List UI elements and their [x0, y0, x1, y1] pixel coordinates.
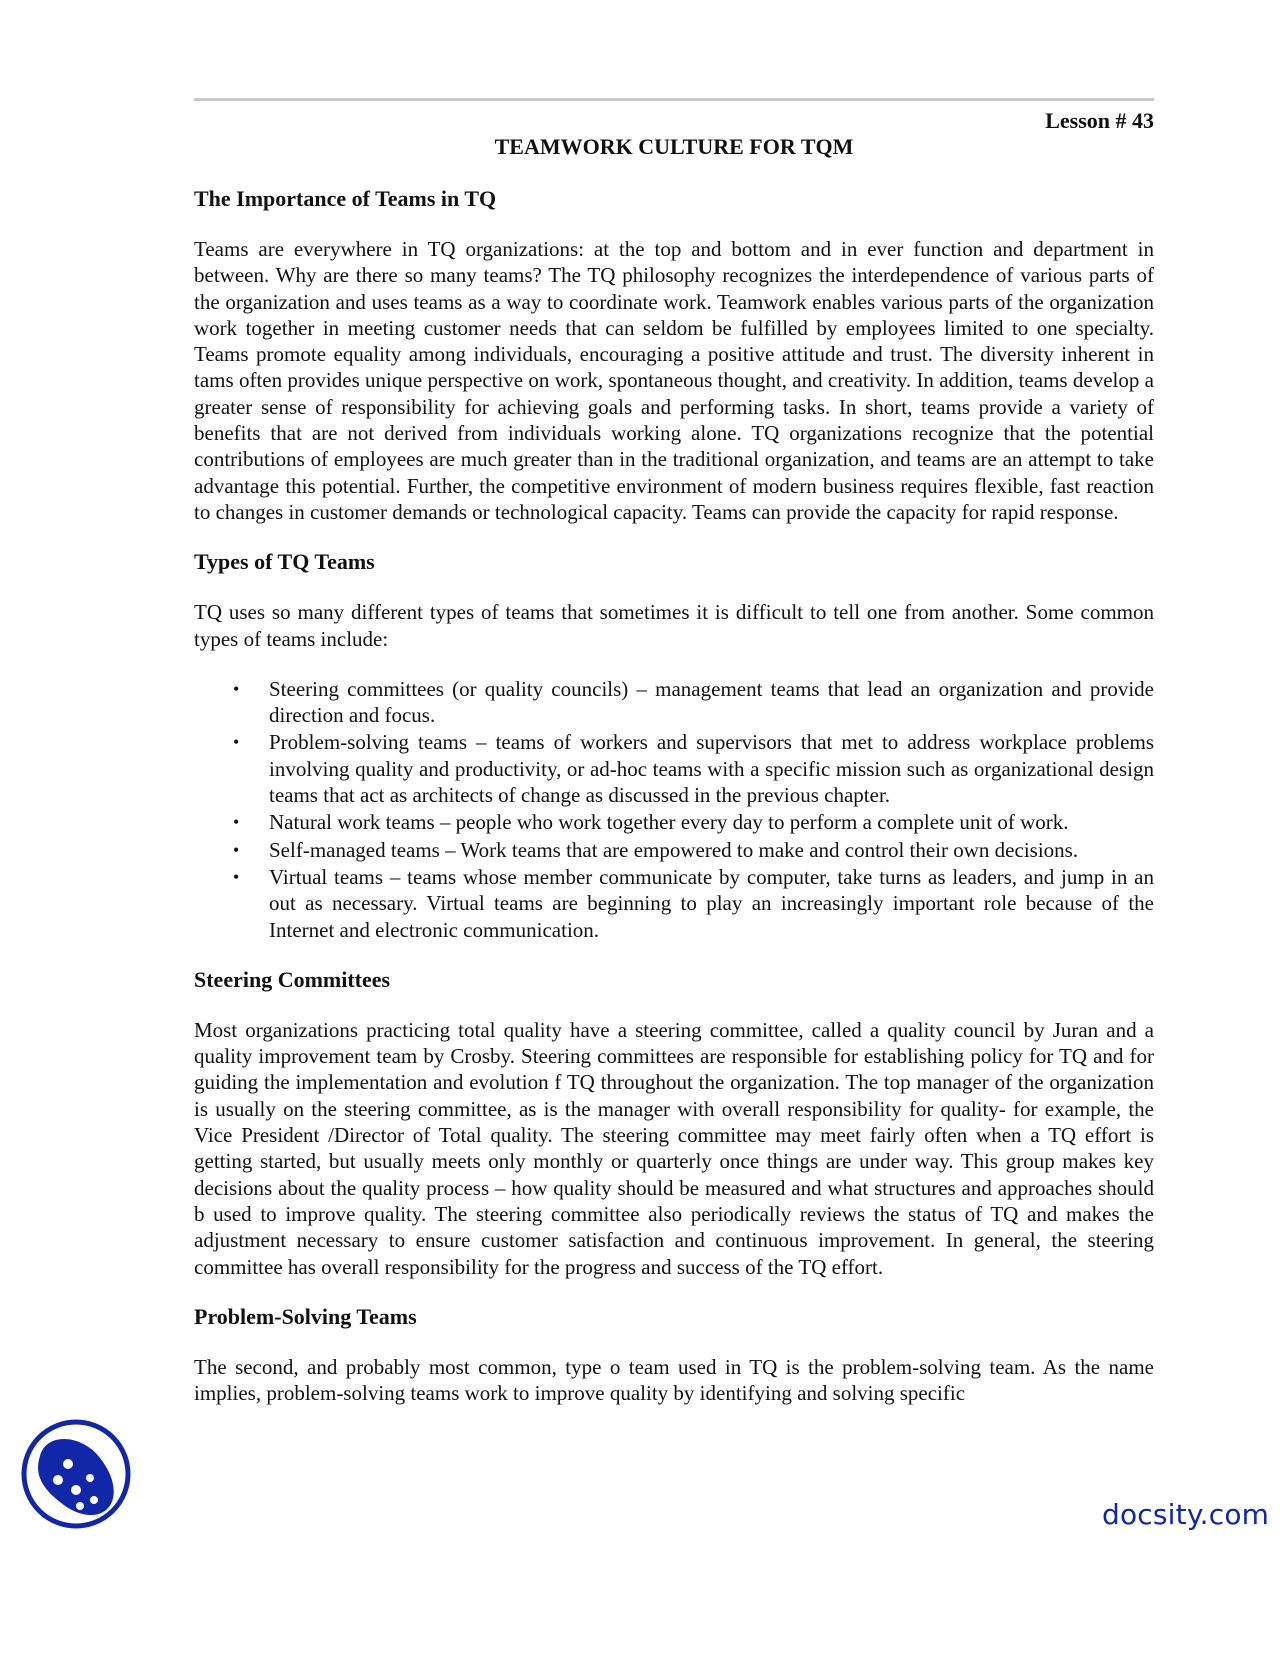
docsity-logo-icon — [20, 1418, 132, 1530]
bullet-icon: • — [233, 866, 240, 887]
page-title: TEAMWORK CULTURE FOR TQM — [494, 134, 854, 159]
bullet-icon: • — [233, 678, 240, 699]
bullet-icon: • — [233, 812, 240, 833]
section-heading-importance: The Importance of Teams in TQ — [194, 186, 497, 211]
list-item — [233, 809, 1154, 835]
paragraph-types-intro: TQ uses so many different types of teams that sometimes it is difficult to tell one from another. Some common types of teams include: — [194, 600, 1154, 651]
section-heading-problem-solving: Problem-Solving Teams — [194, 1303, 417, 1329]
paragraph-importance: Teams are everywhere in TQ organizations: at the top and bottom and in ever function and department in between. Why are there so many teams? The TQ philosophy recognizes the interdependence of various parts of the organization and uses teams as a way to coordinate work. Teamwork enables various parts of the organization work together in meeting customer needs that can seldom be fulfilled by employees limited to one specialty. Teams promote equality among individuals, encouraging a positive attitude and trust. The diversity inherent in tams often provides unique perspective on work, spontaneous thought, and creativity. In addition, teams develop a greater sense of responsibility for achieving goals and performing tasks. In short, teams provide a variety of benefits that are not derived from individuals working alone. TQ organizations recognize that the potential contributions of employees are much greater than in the traditional organization, and teams are an attempt to take advantage this potential. Further, the competitive environment of modern business requires flexible, fast reaction to changes in customer demands or technological capacity. Teams can provide the capacity for rapid response. — [194, 237, 1154, 524]
list-item-text: Natural work teams – people who work together every day to perform a complete unit of work. — [269, 810, 1069, 835]
list-item-text: Steering committees (or quality councils) – management teams that lead an organization and provide direction and focus. — [269, 676, 1154, 728]
list-item — [233, 864, 1154, 943]
lesson-number: Lesson # 43 — [1045, 108, 1154, 133]
list-item — [233, 676, 1154, 729]
section-heading-steering: Steering Committees — [194, 966, 391, 992]
document-content — [194, 104, 1154, 1406]
paragraph-steering: Most organizations practicing total quality have a steering committee, called a quality council by Juran and a quality improvement team by Crosby. Steering committees are responsible for establishing policy for TQ and for guiding the implementation and evolution f TQ throughout the organization. The top manager of the organization is usually on the steering committee, as is the manager with overall responsibility for quality- for example, the Vice President /Director of Total quality. The steering committee may meet fairly often when a TQ effort is getting started, but usually meets only monthly or quarterly once things are under way. This group makes key decisions about the quality process – how quality should be measured and what structures and approaches should b used to improve quality. The steering committee also periodically reviews the status of TQ and makes the adjustment necessary to ensure customer satisfaction and continuous improvement. In general, the steering committee has overall responsibility for the progress and success of the TQ effort. — [194, 1017, 1154, 1279]
team-types-list — [194, 676, 1154, 943]
docsity-watermark[interactable]: docsity.com — [1102, 1498, 1270, 1531]
list-item-text: Self-managed teams – Work teams that are empowered to make and control their own decisions. — [269, 837, 1079, 862]
paragraph-problem-solving: The second, and probably most common, type o team used in TQ is the problem-solving team. As the name implies, problem-solving teams work to improve quality by identifying and solving specific — [194, 1354, 1154, 1406]
section-heading-types: Types of TQ Teams — [194, 549, 375, 575]
bullet-icon: • — [233, 732, 240, 753]
list-item — [233, 837, 1154, 863]
list-item-text: Virtual teams – teams whose member communicate by computer, take turns as leaders, and jump in an out as necessary. Virtual teams are beginning to play an increasingly important role because of the Internet and electronic communication. — [269, 864, 1154, 942]
header-rule — [194, 98, 1154, 101]
list-item — [233, 729, 1154, 808]
list-item-text: Problem-solving teams – teams of workers and supervisors that met to address workplace problems involving quality and productivity, or ad-hoc teams with a specific mission such as organizational design teams that act as architects of change as discussed in the previous chapter. — [269, 730, 1154, 808]
bullet-icon: • — [233, 839, 240, 860]
